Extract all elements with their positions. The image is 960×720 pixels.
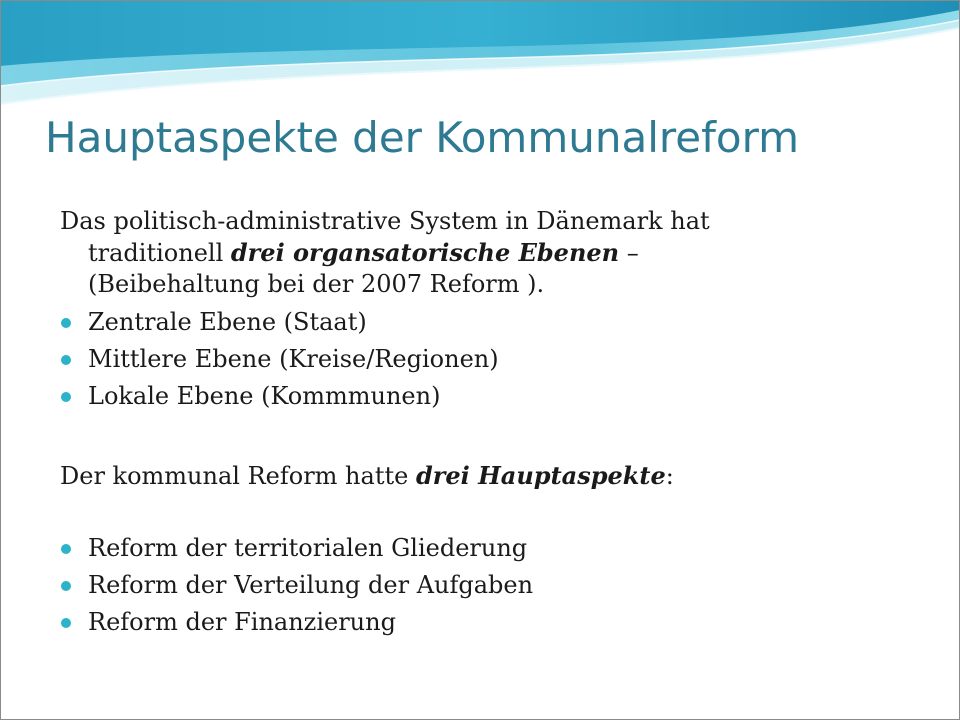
aspects-intro-paragraph bbox=[60, 460, 920, 492]
intro-paragraph bbox=[60, 206, 920, 300]
list-item-text: Reform der territorialen Gliederung bbox=[88, 534, 528, 562]
intro-emphasis: drei organsatorische Ebenen bbox=[230, 238, 620, 267]
levels-list bbox=[60, 304, 499, 415]
intro-line-2 bbox=[60, 237, 920, 269]
list-item-text: Reform der Verteilung der Aufgaben bbox=[88, 571, 534, 599]
list-item bbox=[60, 567, 533, 604]
bullet-dot-icon bbox=[61, 392, 71, 402]
list-item-text: Lokale Ebene (Kommmunen) bbox=[88, 382, 441, 410]
bullet-dot-icon bbox=[61, 618, 71, 628]
aspects-emphasis: drei Hauptaspekte bbox=[415, 461, 666, 490]
intro-line-2-end: – bbox=[619, 239, 639, 267]
intro-line-3: (Beibehaltung bei der 2007 Reform ). bbox=[88, 270, 545, 298]
bullet-dot-icon bbox=[61, 318, 71, 328]
list-item bbox=[60, 378, 499, 415]
list-item bbox=[60, 341, 499, 378]
bullet-dot-icon bbox=[61, 581, 71, 591]
aspects-intro-end: : bbox=[665, 462, 674, 490]
header-wave-graphic bbox=[0, 0, 960, 130]
aspects-list bbox=[60, 530, 533, 641]
intro-line-1: Das politisch-administrative System in Dänemark hat bbox=[60, 207, 710, 235]
bullet-dot-icon bbox=[61, 355, 71, 365]
intro-line-2-text: traditionell bbox=[88, 239, 231, 267]
list-item-text: Zentrale Ebene (Staat) bbox=[88, 308, 367, 336]
slide-title: Hauptaspekte der Kommunalreform bbox=[45, 113, 800, 162]
bullet-dot-icon bbox=[61, 544, 71, 554]
list-item bbox=[60, 304, 499, 341]
list-item bbox=[60, 604, 533, 641]
aspects-intro-text: Der kommunal Reform hatte bbox=[60, 462, 416, 490]
list-item-text: Reform der Finanzierung bbox=[88, 608, 396, 636]
list-item bbox=[60, 530, 533, 567]
list-item-text: Mittlere Ebene (Kreise/Regionen) bbox=[88, 345, 499, 373]
